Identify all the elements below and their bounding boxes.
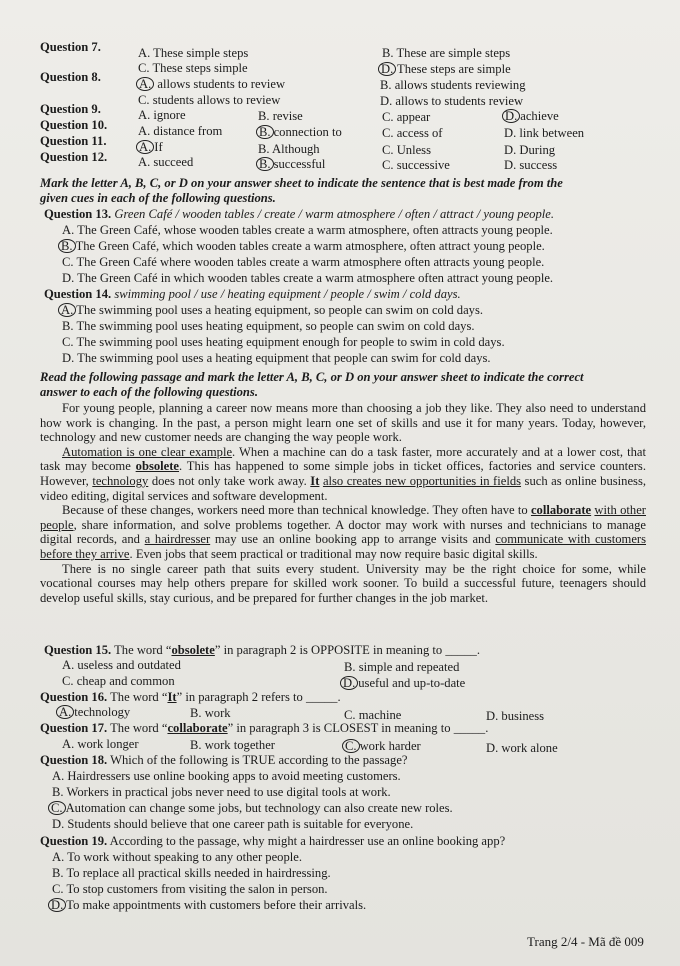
question-label: Question 9. — [40, 102, 101, 116]
circled-answer-mark: A. — [58, 303, 76, 317]
paragraph-2: Automation is one clear example. When a machine can do a task faster, more accurately and at a lower cost, that task may become obsolete. This has happened to some simple jobs in ticket offices, factories and service counters. However, technology does not only take work away. It also creates new opportunities in fields such as online business, video editing, digital services and software development. — [40, 444, 646, 503]
question-cue: swimming pool / use / heating equipment / people / swim / cold days. — [114, 287, 461, 301]
option-b: B. allows students reviewing — [380, 78, 526, 92]
option-d: D. To make appointments with customers before their arrivals. — [48, 898, 366, 913]
option-a: A. allows students to review — [136, 77, 285, 92]
option-b: B. work together — [190, 738, 275, 752]
option-c: C. cheap and common — [62, 674, 175, 688]
option-c: C. To stop customers from visiting the salon in person. — [52, 882, 328, 896]
circled-answer-mark: D. — [378, 62, 396, 76]
question-label: Question 18. — [40, 753, 108, 767]
exam-page: Question 7. A. These simple steps B. These are simple steps C. These steps simple D. These steps are simple Question 8. A. allows students to review B. allows students reviewing C. students allows to review D. allows to students review Question 9. A. ignore B. revise C. appear D. achieve Question 10. A. distance from B. connection to C. access of D. link between Question 11. A. If B. Although C. Unless D. During Question 12. A. succeed B. successful C. successive D. success Mark the letter A, B, C, or D on your answer sheet to indicate the sentence that is best made from the given cues in each of the following questions. Question 13. Green Café / wooden tables / create / warm atmosphere / often / attract / young people. A. The Green Café, whose wooden tables create a warm atmosphere, often attracts young people. B. The Green Café, which wooden tables create a warm atmosphere, often attract young people. C. The Green Café where wooden tables create a warm atmosphere often attracts young people. D. The Green Café in which wooden tables create a warm atmosphere often attract young people. Question 14. swimming pool / use / heating equipment / people / swim / cold days. A. The swimming pool uses a heating equipment, so people can swim on cold days. B. The swimming pool uses heating equipment, so people can swim on cold days. C. The swimming pool uses heating equipment enough for people to swim in cold days. D. The swimming pool uses a heating equipment that people can swim for cold days. Read the following passage and mark the letter A, B, C, or D on your answer sheet to indicate the correct answer to each of the following questions. For young people, planning a career now means more than choosing a job they like. They also need to understand how work is changing. In the past, a person might learn one set of skills and use it for many years. Today, however, technology and new customer needs are changing the way people work. Automation is one clear example. When a machine can do a task faster, more accurately and at a lower cost, that task may become obsolete. This has happened to some simple jobs in ticket offices, factories and service counters. However, technology does not only take work away. It also creates new opportunities in fields such as online business, video editing, digital services and software development. Because of these changes, workers need more than technical knowledge. They often have to collaborate with other people, share information, and solve problems together. A doctor may work with nurses and technicians to manage digital records, and a hairdresser may use an online booking app to arrange visits and communicate with customers before they arrive. Even jobs that seem practical or traditional may now require basic digital skills. There is no single career path that suits every student. University may be the right choice for some, while vocational courses may help others prepare for skilled work sooner. To build a successful future, teenagers should develop useful skills, stay curious, and be prepared for further changes in the job market. Question 15. The word “obsolete” in paragraph 2 is OPPOSITE in meaning to _____. A. useless and outdated B. simple and repeated C. cheap and common D. useful and up-to-date Question 16. The word “It” in paragraph 2 refers to _____. A. technology B. work C. machine D. business Question 17. The word “collaborate” in paragraph 3 is CLOSEST in meaning to _____. A. work longer B. work together C. work harder D. work alone Question 18. Which of the following is TRUE according to the passage? A. Hairdressers use online booking apps to avoid meeting customers. B. Workers in practical jobs never need to use digital tools at work. C. Automation can change some jobs, but technology can also create new roles. D. Students should believe that one career path is suitable for everyone. Question 19. According to the passage, why might a hairdresser use an online booking app? A. To work without speaking to any other people. B. To replace all practical skills needed in hairdressing. C. To stop customers from visiting the salon in person. D. To make appointments with customers before their arrivals. Trang 2/4 - Mã đề 009 — [0, 0, 680, 966]
word-it: It — [310, 473, 320, 488]
option-c: C. successive — [382, 158, 450, 172]
option-b: B. To replace all practical skills needed in hairdressing. — [52, 866, 331, 880]
option-b: B. Workers in practical jobs never need to use digital tools at work. — [52, 785, 391, 799]
circled-answer-mark: A. — [136, 140, 154, 154]
option-b: B. revise — [258, 109, 303, 123]
question-label: Question 13. — [44, 207, 112, 221]
question-label: Question 17. — [40, 721, 108, 735]
word-obsolete: obsolete — [135, 459, 180, 474]
question-label: Question 11. — [40, 134, 107, 148]
option-c: C. These steps simple — [138, 61, 248, 75]
reading-passage — [40, 401, 646, 605]
question-label: Question 7. — [40, 40, 101, 54]
option-b: B. These are simple steps — [382, 46, 511, 60]
option-a: A. If — [136, 140, 163, 155]
option-d: D. link between — [504, 126, 585, 140]
circled-answer-mark: C. — [342, 739, 360, 753]
circled-answer-mark: D. — [340, 676, 358, 690]
option-b: B. simple and repeated — [344, 660, 460, 674]
option-a: A. succeed — [138, 155, 194, 169]
circled-answer-mark: C. — [48, 801, 66, 815]
option-c: C. The Green Café where wooden tables create a warm atmosphere often attracts young people. — [62, 255, 545, 269]
paragraph-1: For young people, planning a career now means more than choosing a job they like. They also need to understand how work is changing. In the past, a person might learn one set of skills and use it for many years. Today, however, technology and new customer needs are changing the way people work. — [40, 401, 646, 445]
question-label: Question 16. — [40, 690, 108, 704]
question-label: Question 15. — [44, 643, 112, 657]
option-d: D. useful and up-to-date — [340, 676, 465, 691]
paragraph-4: There is no single career path that suits every student. University may be the right choice for some, while vocational courses may help others prepare for skilled work sooner. To build a successful future, teenagers should develop useful skills, stay curious, and be prepared for further changes in the job market. — [40, 561, 646, 605]
option-d: D. work alone — [486, 741, 558, 755]
option-d-text: These steps are simple — [397, 62, 511, 76]
option-a: A. work longer — [62, 737, 139, 751]
option-c: C. Automation can change some jobs, but technology can also create new roles. — [48, 801, 453, 816]
option-b: B. The swimming pool uses heating equipment, so people can swim on cold days. — [62, 319, 475, 333]
circled-answer-mark: D. — [48, 898, 66, 912]
option-d — [378, 62, 396, 77]
circled-answer-mark: D. — [502, 109, 520, 123]
option-c: C. machine — [344, 708, 402, 722]
question-label: Question 12. — [40, 150, 108, 164]
question-cue: Green Café / wooden tables / create / warm atmosphere / often / attract / young people. — [114, 207, 555, 221]
circled-answer-mark: B. — [256, 125, 274, 139]
page-footer: Trang 2/4 - Mã đề 009 — [527, 934, 644, 949]
option-d: D. achieve — [502, 109, 559, 124]
option-c: C. The swimming pool uses heating equipment enough for people to swim in cold days. — [62, 335, 505, 349]
option-b: B. connection to — [256, 125, 342, 140]
option-b: B. Although — [258, 142, 320, 156]
option-a: A. Hairdressers use online booking apps to avoid meeting customers. — [52, 769, 401, 783]
question-label: Question 14. — [44, 287, 112, 301]
option-d: D. success — [504, 158, 558, 172]
circled-answer-mark: A. — [136, 77, 154, 91]
question-label: Question 10. — [40, 118, 108, 132]
option-b: B. work — [190, 706, 231, 720]
option-d: D. During — [504, 143, 556, 157]
option-d: D. The swimming pool uses a heating equipment that people can swim for cold days. — [62, 351, 491, 365]
option-b: B. successful — [256, 157, 325, 172]
option-a: A. These simple steps — [138, 46, 249, 60]
option-a: A. useless and outdated — [62, 658, 181, 672]
option-d: D. business — [486, 709, 545, 723]
question-label: Question 8. — [40, 70, 101, 84]
option-a: A. To work without speaking to any other people. — [52, 850, 303, 864]
option-a: A. The Green Café, whose wooden tables create a warm atmosphere, often attracts young people. — [62, 223, 553, 237]
option-a: A. technology — [56, 705, 130, 720]
option-d: D. allows to students review — [380, 94, 524, 108]
option-c: C. appear — [382, 110, 431, 124]
word-collaborate: collaborate — [530, 503, 592, 518]
option-c: C. students allows to review — [138, 93, 281, 107]
option-b: B. The Green Café, which wooden tables create a warm atmosphere, often attract young people. — [58, 239, 545, 254]
question-label: Question 19. — [40, 834, 108, 848]
circled-answer-mark: A. — [56, 705, 74, 719]
option-c: C. Unless — [382, 143, 431, 157]
option-d: D. Students should believe that one career path is suitable for everyone. — [52, 817, 414, 831]
option-a: A. ignore — [138, 108, 186, 122]
option-c: C. access of — [382, 126, 443, 140]
option-a: A. distance from — [138, 124, 223, 138]
option-d: D. The Green Café in which wooden tables create a warm atmosphere often attract young people. — [62, 271, 554, 285]
option-a: A. The swimming pool uses a heating equipment, so people can swim on cold days. — [58, 303, 483, 318]
paragraph-3: Because of these changes, workers need more than technical knowledge. They often have to collaborate with other people, share information, and solve problems together. A doctor may work with nurses and technicians to manage digital records, and a hairdresser may use an online booking app to arrange visits and communicate with customers before they arrive. Even jobs that seem practical or traditional may now require basic digital skills. — [40, 503, 647, 561]
circled-answer-mark: B. — [58, 239, 76, 253]
option-c: C. work harder — [342, 739, 421, 754]
circled-answer-mark: B. — [256, 157, 274, 171]
